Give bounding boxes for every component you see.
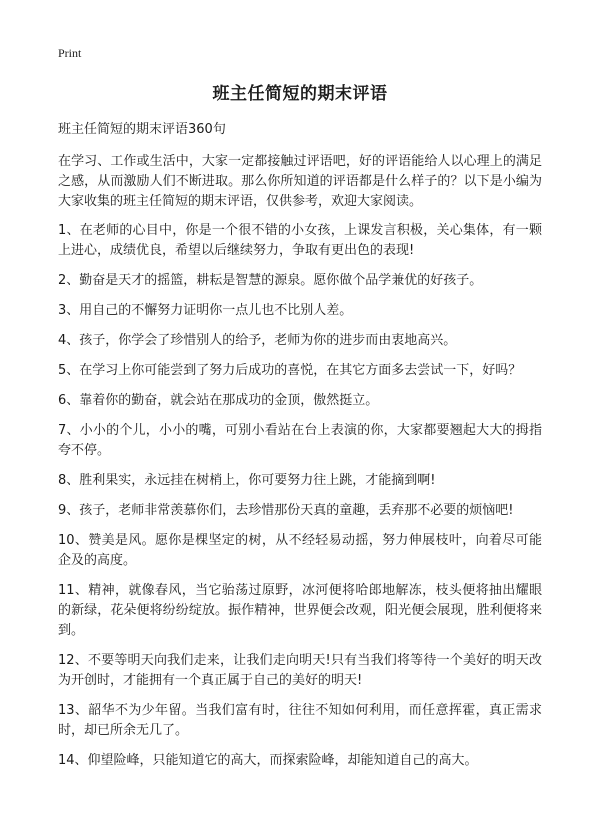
page-title: 班主任简短的期末评语 <box>212 84 388 104</box>
intro-paragraph: 在学习、工作或生活中，大家一定都接触过评语吧，好的评语能给人以心理上的满足之感，从而激励人们不断进取。那么你所知道的评语都是什么样子的？以下是小编为大家收集的班主任简短的期末评语，仅供参考，欢迎大家阅读。 <box>58 154 542 209</box>
list-item: 4、孩子，你学会了珍惜别人的给予，老师为你的进步而由衷地高兴。 <box>58 333 457 348</box>
subtitle: 班主任简短的期末评语360句 <box>58 122 226 137</box>
list-item: 2、勤奋是天才的摇篮，耕耘是智慧的源泉。愿你做个品学兼优的好孩子。 <box>58 273 483 288</box>
list-item: 11、精神，就像春风，当它骀荡过原野，冰河便将哈郎地解冻，枝头便将抽出耀眼的新绿，花朵便将纷纷绽放。振作精神，世界便会改观，阳光便会展现，胜利便将来到。 <box>58 583 542 638</box>
list-item: 13、韶华不为少年留。当我们富有时，往往不知如何利用，而任意挥霍，真正需求时，却已所余无几了。 <box>58 703 542 738</box>
list-item: 12、不要等明天向我们走来，让我们走向明天!只有当我们将等待一个美好的明天改为开创时，才能拥有一个真正属于自己的美好的明天! <box>58 653 542 688</box>
list-item: 9、孩子，老师非常羡慕你们，去珍惜那份天真的童趣，丢弃那不必要的烦恼吧! <box>58 503 514 518</box>
list-item: 14、仰望险峰，只能知道它的高大，而探索险峰，却能知道自己的高大。 <box>58 753 478 768</box>
list-item: 5、在学习上你可能尝到了努力后成功的喜悦，在其它方面多去尝试一下，好吗？ <box>58 363 522 378</box>
list-item: 6、靠着你的勤奋，就会站在那成功的金顶，傲然挺立。 <box>58 393 379 408</box>
print-link[interactable]: Print <box>58 46 82 60</box>
list-item: 3、用自己的不懈努力证明你一点儿也不比别人差。 <box>58 303 353 318</box>
comment-list <box>58 221 542 771</box>
list-item: 8、胜利果实，永远挂在树梢上，你可要努力往上跳，才能摘到啊! <box>58 473 436 488</box>
list-item: 10、赞美是风。愿你是棵坚定的树，从不经轻易动摇，努力伸展枝叶，向着尽可能企及的高度。 <box>58 533 542 568</box>
list-item: 7、小小的个儿，小小的嘴，可别小看站在台上表演的你，大家都要翘起大大的拇指夸不停。 <box>58 423 542 458</box>
list-item: 1、在老师的心目中，你是一个很不错的小女孩，上课发言积极，关心集体，有一颗上进心，成绩优良，希望以后继续努力，争取有更出色的表现! <box>58 223 542 258</box>
